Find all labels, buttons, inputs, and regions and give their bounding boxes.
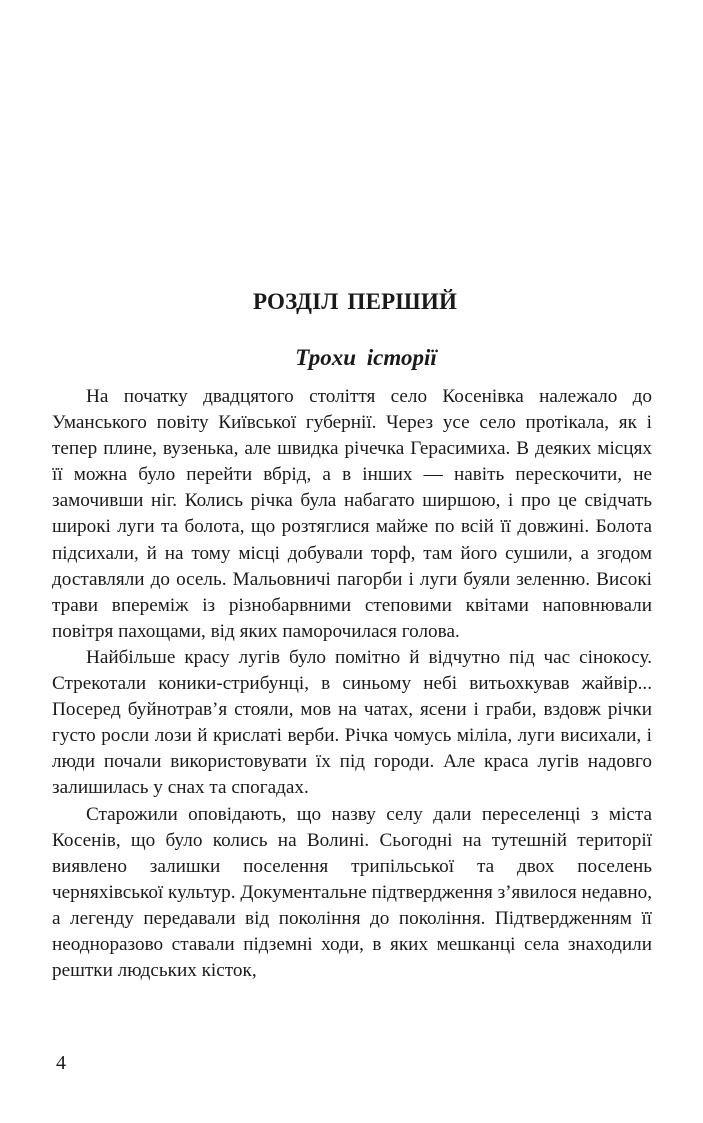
- paragraph-1: На початку двадцятого століття село Косенівка належало до Уманського повіту Київської губернії. Через усе село протікала, як і тепер плине, вузенька, але швидка річечка Герасимиха. В деяких місцях її можна було перейти вбрід, а в інших — навіть перескочити, не замочивши ніг. Колись річка була набагато ширшою, і про це свідчать широкі луги та болота, що розтяглися майже по всій її довжині. Болота підсихали, й на тому місці добували торф, там його сушили, а згодом доставляли до осель. Мальовничі пагорби і луги буяли зеленню. Високі трави впереміж із різнобарвними степовими квітами наповнювали повітря пахощами, від яких паморочилася голова.: [52, 386, 652, 642]
- paragraph-2: Найбільше красу лугів було помітно й відчутно під час сінокосу. Стрекотали коники-стрибунці, в синьому небі витьохкував жайвір... Посеред буйнотрав’я стояли, мов на чатах, ясени і граби, вздовж річки густо росли лози й крислаті верби. Річка чомусь міліла, луги висихали, і люди почали використовувати їх під городи. Але краса лугів надовго залишилась у снах та спогадах.: [52, 646, 652, 799]
- chapter-title: РОЗДІЛ ПЕРШИЙ: [252, 289, 458, 314]
- body-text: [52, 384, 652, 984]
- page-number: 4: [56, 1052, 66, 1074]
- section-title: Троxи історії: [295, 345, 437, 370]
- paragraph-3: Старожили оповідають, що назву селу дали переселенці з міста Косенів, що було колись на Волині. Сьогодні на тутешній території виявлено залишки поселення трипільської та двох поселень черняхівської культур. Документальне підтвердження з’явилося недавно, а легенду передавали від покоління до покоління. Підтвердженням її неодноразово ставали підземні ходи, в яких мешканці села знаходили рештки людських кісток,: [52, 803, 653, 982]
